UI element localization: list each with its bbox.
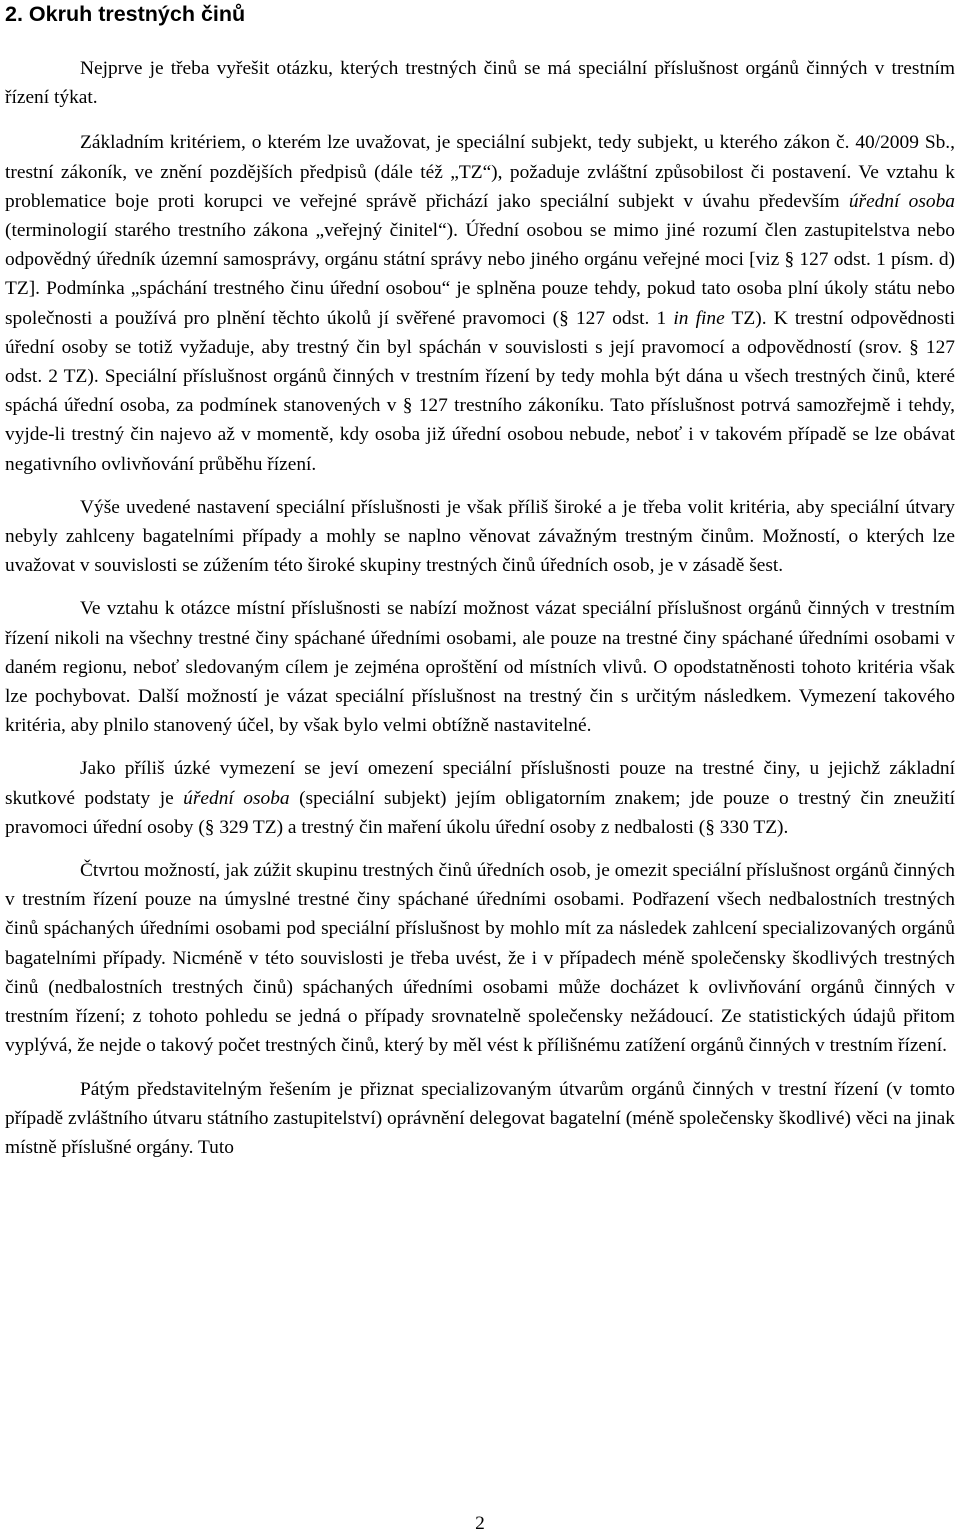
paragraph-3 — [5, 493, 955, 581]
paragraph-4 — [5, 594, 955, 740]
italic-text-run: in fine — [673, 307, 725, 329]
text-run: Pátým představitelným řešením je přiznat specializovaným útvarům orgánů činných v trestní řízení (v tomto případě zvláštního útvaru státního zastupitelství) oprávnění delegovat bagatelní (méně společensky škodlivé) věci na jinak místně příslušné orgány. Tuto — [5, 1078, 955, 1158]
italic-text-run: úřední osoba — [183, 787, 290, 809]
text-run: Základním kritériem, o kterém lze uvažovat, je speciální subjekt, tedy subjekt, u kterého zákon č. 40/2009 Sb., trestní zákoník, ve znění pozdějších předpisů (dále též „TZ“), požaduje zvláštní způsobilost či postavení. Ve vztahu k problematice boje proti korupci ve veřejné správě přichází jako speciální subjekt v úvahu především — [5, 132, 955, 212]
text-run: (speciální subjekt) jejím obligatorním znakem; jde pouze o trestný čin zneužití pravomoci úřední osoby (§ 329 TZ) a trestný čin maření úkolu úřední osoby z nedbalosti (§ 330 TZ). — [5, 787, 955, 838]
page-number: 2 — [475, 1513, 485, 1534]
text-run: (terminologií starého trestního zákona „veřejný činitel“). Úřední osobou se mimo jiné rozumí člen zastupitelstva nebo odpovědný úředník územní samosprávy, orgánu státní správy nebo jiného orgánu veřejné moci [viz § 127 odst. 1 písm. d) TZ]. Podmínka „spáchání trestného činu úřední osobou“ je splněna pouze tehdy, pokud tato osoba plní úkoly státu nebo společnosti a používá pro plnění těchto úkolů jí svěřené pravomoci (§ 127 odst. 1 — [5, 220, 955, 329]
document-page — [5, 0, 955, 1162]
paragraph-5 — [5, 754, 955, 842]
paragraph-2 — [5, 128, 955, 478]
text-run: TZ). K trestní odpovědnosti úřední osoby se totiž vyžaduje, aby trestný čin byl spáchán v souvislosti s její pravomocí a odpovědností (srov. § 127 odst. 2 TZ). Speciální příslušnost orgánů činných v trestním řízení by tedy mohla být dána u všech trestných činů, které spáchá úřední osoba, za podmínek stanovených v § 127 trestního zákoníku. Tato příslušnost potrvá samozřejmě i tehdy, vyjde-li trestný čin najevo až v momentě, kdy osoba již úřední osobou nebude, neboť i v takovém případě se lze obávat negativního ovlivňování průběhu řízení. — [5, 307, 955, 475]
paragraph-6 — [5, 856, 955, 1060]
paragraph-7 — [5, 1075, 955, 1163]
text-run: Nejprve je třeba vyřešit otázku, kterých trestných činů se má speciální příslušnost orgánů činných v trestním řízení týkat. — [5, 58, 955, 109]
text-run: Ve vztahu k otázce místní příslušnosti se nabízí možnost vázat speciální příslušnost orgánů činných v trestním řízení nikoli na všechny trestné činy spáchané úředními osobami, ale pouze na trestné činy spáchané úředními osobami v daném regionu, neboť sledovaným cílem je zejména oproštění od místních vlivů. O opodstatněnosti tohoto kritéria však lze pochybovat. Další možností je vázat speciální příslušnost na trestný čin s určitým následkem. Vymezení takového kritéria, aby plnilo stanovený účel, by však bylo velmi obtížně nastavitelné. — [5, 598, 955, 737]
italic-text-run: úřední osoba — [848, 190, 955, 212]
text-run: Čtvrtou možností, jak zúžit skupinu trestných činů úředních osob, je omezit speciální příslušnost orgánů činných v trestním řízení pouze na úmyslné trestné činy spáchané úředními osobami. Podřazení všech nedbalostních trestných činů spáchaných úředními osobami pod speciální příslušnost by mohlo mít za následek zahlcení specializovaných orgánů bagatelními případy. Nicméně v této souvislosti je třeba uvést, že i v případech méně společensky škodlivých trestných činů (nedbalostních trestných činů) spáchaných úředními osobami může docházet k ovlivňování orgánů činných v trestním řízení; z tohoto pohledu se jedná o případy srovnatelně společensky nežádoucí. Ze statistických údajů přitom vyplývá, že nejde o takový počet trestných činů, který by měl vést k přílišnému zatížení orgánů činných v trestním řízení. — [5, 860, 955, 1057]
text-run: Jako příliš úzké vymezení se jeví omezení speciální příslušnosti pouze na trestné činy, u jejichž základní skutkové podstaty je — [5, 758, 955, 809]
text-run: Výše uvedené nastavení speciální příslušnosti je však příliš široké a je třeba volit kritéria, aby speciální útvary nebyly zahlceny bagatelními případy a mohly se naplno věnovat závažným trestným činům. Možností, o kterých lze uvažovat v souvislosti se zúžením této široké skupiny trestných činů úředních osob, je v zásadě šest. — [5, 496, 955, 577]
section-title: 2. Okruh trestných činů — [5, 2, 246, 26]
paragraph-1 — [5, 54, 955, 112]
